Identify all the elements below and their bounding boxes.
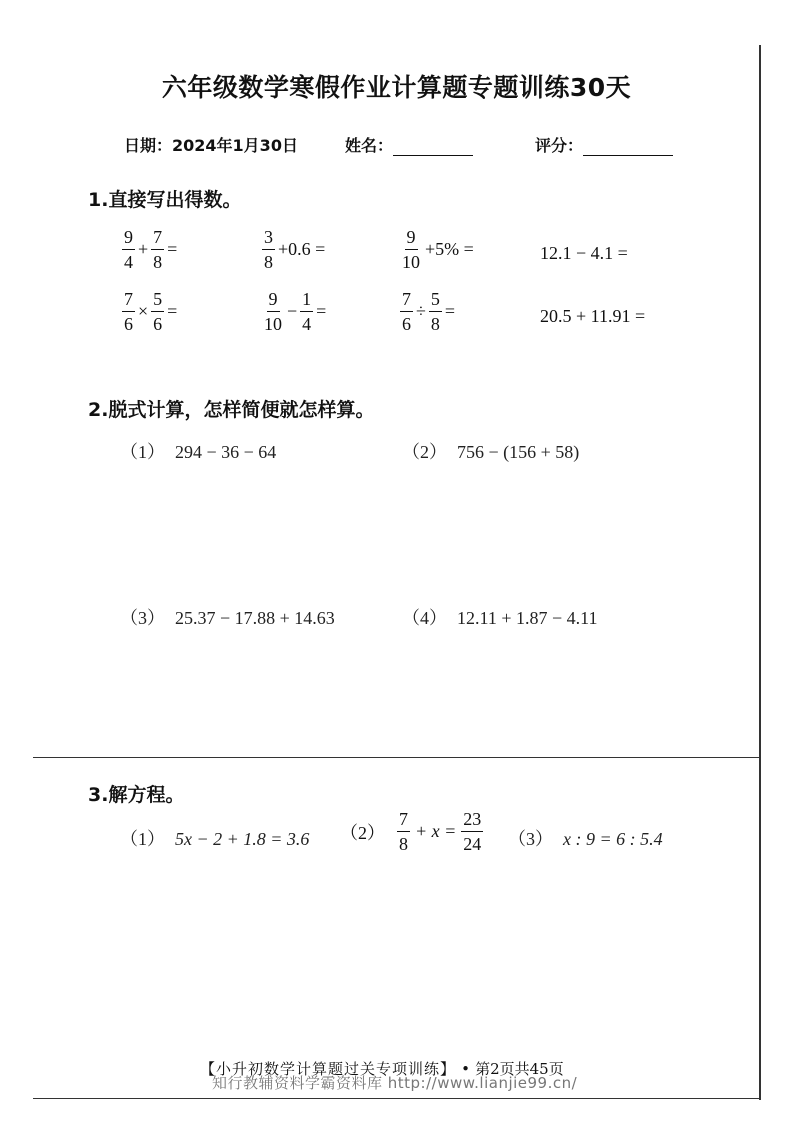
s1-item-4: 12.1 − 4.1 = bbox=[540, 243, 628, 263]
date-label: 日期： bbox=[124, 136, 173, 155]
fraction: $\frac{5}{8}$ bbox=[430, 289, 440, 334]
item-number: （2） bbox=[340, 822, 385, 843]
item-number: （2） bbox=[402, 442, 447, 462]
fraction: $\frac{7}{8}$ bbox=[399, 809, 408, 854]
fraction: $\frac{7}{8}$ bbox=[153, 227, 163, 272]
watermark: 知行教辅资料学霸资料库 http://www.lianjie99.cn/ bbox=[212, 1074, 578, 1092]
s3-item-2: （2） $\frac{7}{8}$ + x = $\frac{23}{24}$ bbox=[340, 809, 482, 854]
score-blank[interactable] bbox=[583, 139, 673, 156]
date-value: 2024年1月30日 bbox=[172, 136, 298, 155]
footer-dot: • bbox=[461, 1060, 470, 1078]
fraction: $\frac{7}{6}$ bbox=[124, 289, 133, 334]
section-2-heading: 2.脱式计算，怎样简便就怎样算。 bbox=[88, 399, 375, 421]
s1-item-3: $\frac{9}{10}$ +5% = bbox=[402, 227, 474, 272]
section-3-heading: 3.解方程。 bbox=[88, 784, 185, 806]
s3-item-1 bbox=[120, 825, 309, 851]
section-divider bbox=[33, 757, 760, 758]
item-number: （1） bbox=[120, 442, 165, 462]
s1-item-1: $\frac{9}{4}$ + $\frac{7}{8}$ = bbox=[124, 227, 178, 272]
date-field bbox=[124, 133, 298, 156]
fraction: $\frac{9}{10}$ bbox=[264, 289, 282, 334]
right-border bbox=[759, 45, 761, 1100]
s1-item-8: 20.5 + 11.91 = bbox=[540, 306, 646, 326]
section-1-heading: 1.直接写出得数。 bbox=[88, 189, 242, 211]
fraction: $\frac{23}{24}$ bbox=[463, 809, 482, 854]
equation: x : 9 = 6 : 5.4 bbox=[563, 829, 663, 849]
fraction: $\frac{3}{8}$ bbox=[264, 227, 273, 272]
expression: 25.37 − 17.88 + 14.63 bbox=[175, 608, 335, 628]
name-blank[interactable] bbox=[393, 139, 473, 156]
s2-item-4 bbox=[402, 604, 597, 630]
expression: 12.11 + 1.87 − 4.11 bbox=[457, 608, 598, 628]
s1-item-2: $\frac{3}{8}$ +0.6 = bbox=[264, 227, 326, 272]
page-number: 第2页共45页 bbox=[475, 1060, 564, 1078]
fraction: $\frac{7}{6}$ bbox=[402, 289, 411, 334]
footer-title: 【小升初数学计算题过关专项训练】 bbox=[200, 1060, 457, 1078]
s2-item-1 bbox=[120, 438, 276, 464]
score-label: 评分： bbox=[535, 136, 584, 155]
s2-item-2 bbox=[402, 438, 579, 464]
s1-item-5: $\frac{7}{6}$ × $\frac{5}{6}$ = bbox=[124, 289, 178, 334]
name-field bbox=[345, 133, 473, 156]
fraction: $\frac{5}{6}$ bbox=[153, 289, 163, 334]
expression: 294 − 36 − 64 bbox=[175, 442, 277, 462]
item-number: （1） bbox=[120, 829, 165, 849]
s3-item-3 bbox=[508, 825, 663, 851]
expression: 756 − (156 + 58) bbox=[457, 442, 580, 462]
bottom-rule bbox=[33, 1098, 760, 1099]
fraction: $\frac{9}{10}$ bbox=[402, 227, 420, 272]
fraction: $\frac{1}{4}$ bbox=[302, 289, 312, 334]
fraction: $\frac{9}{4}$ bbox=[124, 227, 133, 272]
s1-item-6: $\frac{9}{10}$ − $\frac{1}{4}$ = bbox=[264, 289, 327, 334]
item-number: （4） bbox=[402, 608, 447, 628]
s1-item-7: $\frac{7}{6}$ ÷ $\frac{5}{8}$ = bbox=[402, 289, 456, 334]
item-number: （3） bbox=[120, 608, 165, 628]
item-number: （3） bbox=[508, 829, 553, 849]
equation: 5x − 2 + 1.8 = 3.6 bbox=[175, 829, 310, 849]
s2-item-3 bbox=[120, 604, 335, 630]
page-title: 六年级数学寒假作业计算题专题训练30天 bbox=[161, 73, 632, 102]
name-label: 姓名： bbox=[345, 136, 394, 155]
score-field bbox=[535, 133, 673, 156]
